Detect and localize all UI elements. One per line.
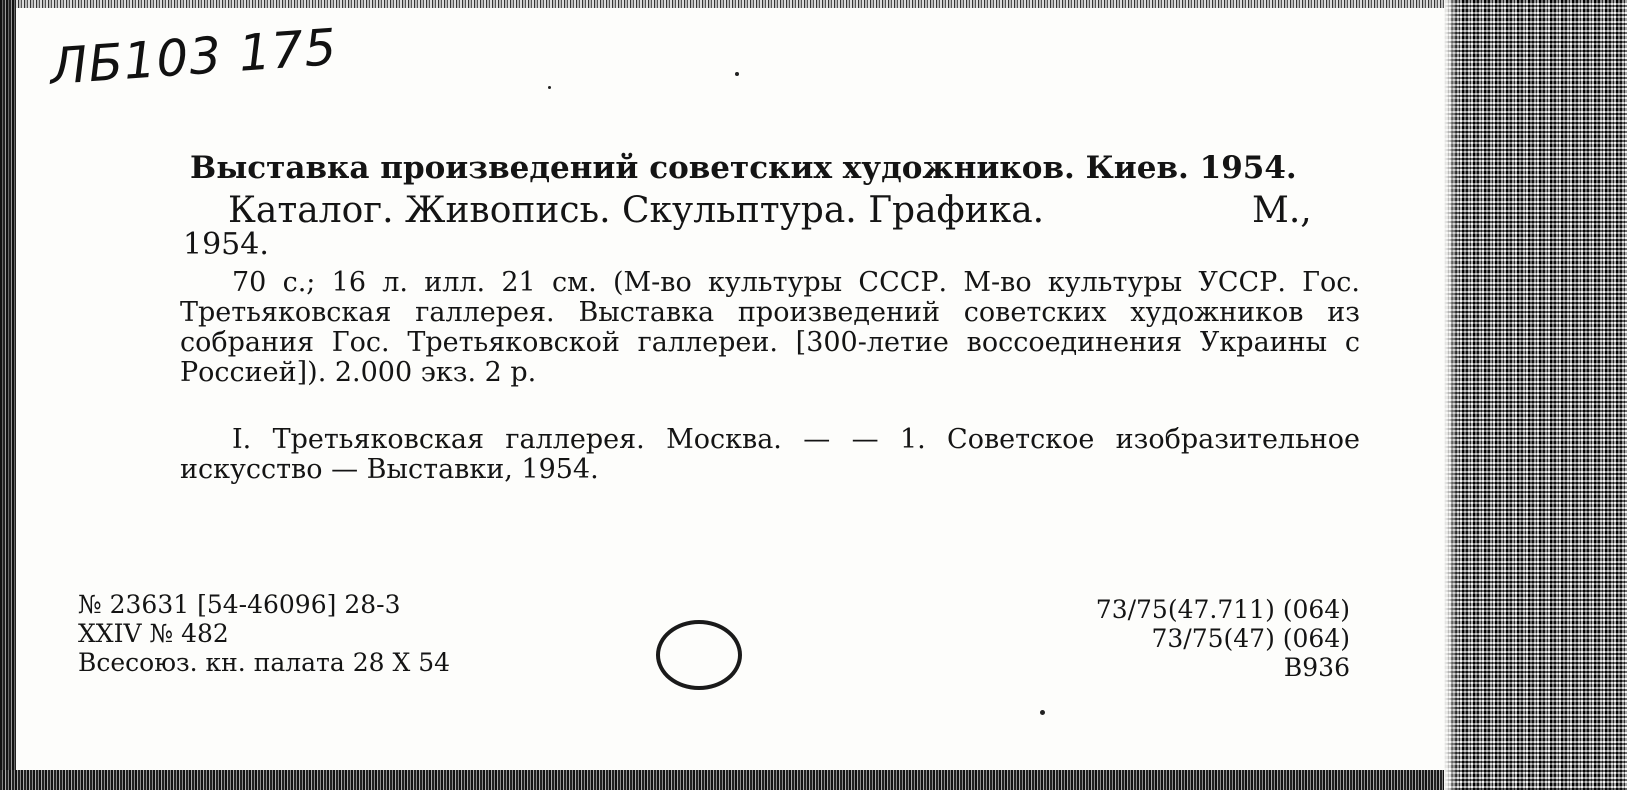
card-title: Выставка произведений советских художников. Киев. 1954. (190, 150, 1297, 186)
classification-line: 73/75(47.711) (064) (1095, 595, 1350, 624)
physical-description: 70 с.; 16 л. илл. 21 см. (М-во культуры СССР. М-во культуры УССР. Гос. Третьяковская галлерея. Выставка произведений советских художников из собрания Гос. Третьяковской галлереи. [300-летие воссоединения Украины с Россией]). 2.000 экз. 2 р. (180, 267, 1360, 388)
registry-line: XXIV № 482 (78, 619, 229, 648)
registry-line: Всесоюз. кн. палата 28 X 54 (78, 648, 451, 677)
scan-bottom-edge (0, 770, 1444, 790)
card-top-edge (0, 0, 1444, 8)
scan-left-edge (0, 0, 16, 790)
classification-line: В936 (1283, 653, 1350, 682)
card-subtitle: Каталог. Живопись. Скульптура. Графика. (228, 190, 1045, 231)
registry-line: № 23631 [54-46096] 28-3 (78, 590, 401, 619)
punch-hole (656, 620, 742, 690)
scan-right-margin (1444, 0, 1627, 790)
ink-speck (548, 86, 551, 89)
publication-place: М., (1252, 190, 1312, 231)
publication-year: 1954. (183, 227, 269, 262)
ink-speck (735, 72, 739, 76)
classification-line: 73/75(47) (064) (1151, 624, 1350, 653)
classification-block (1000, 595, 1350, 682)
registry-block (78, 590, 450, 677)
subject-notes: I. Третьяковская галлерея. Москва. — — 1. Советское изобразительное искусство — Выставки, 1954. (180, 424, 1360, 485)
ink-speck (1040, 710, 1045, 715)
handwritten-shelfmark: ЛБ103 175 (47, 18, 339, 96)
